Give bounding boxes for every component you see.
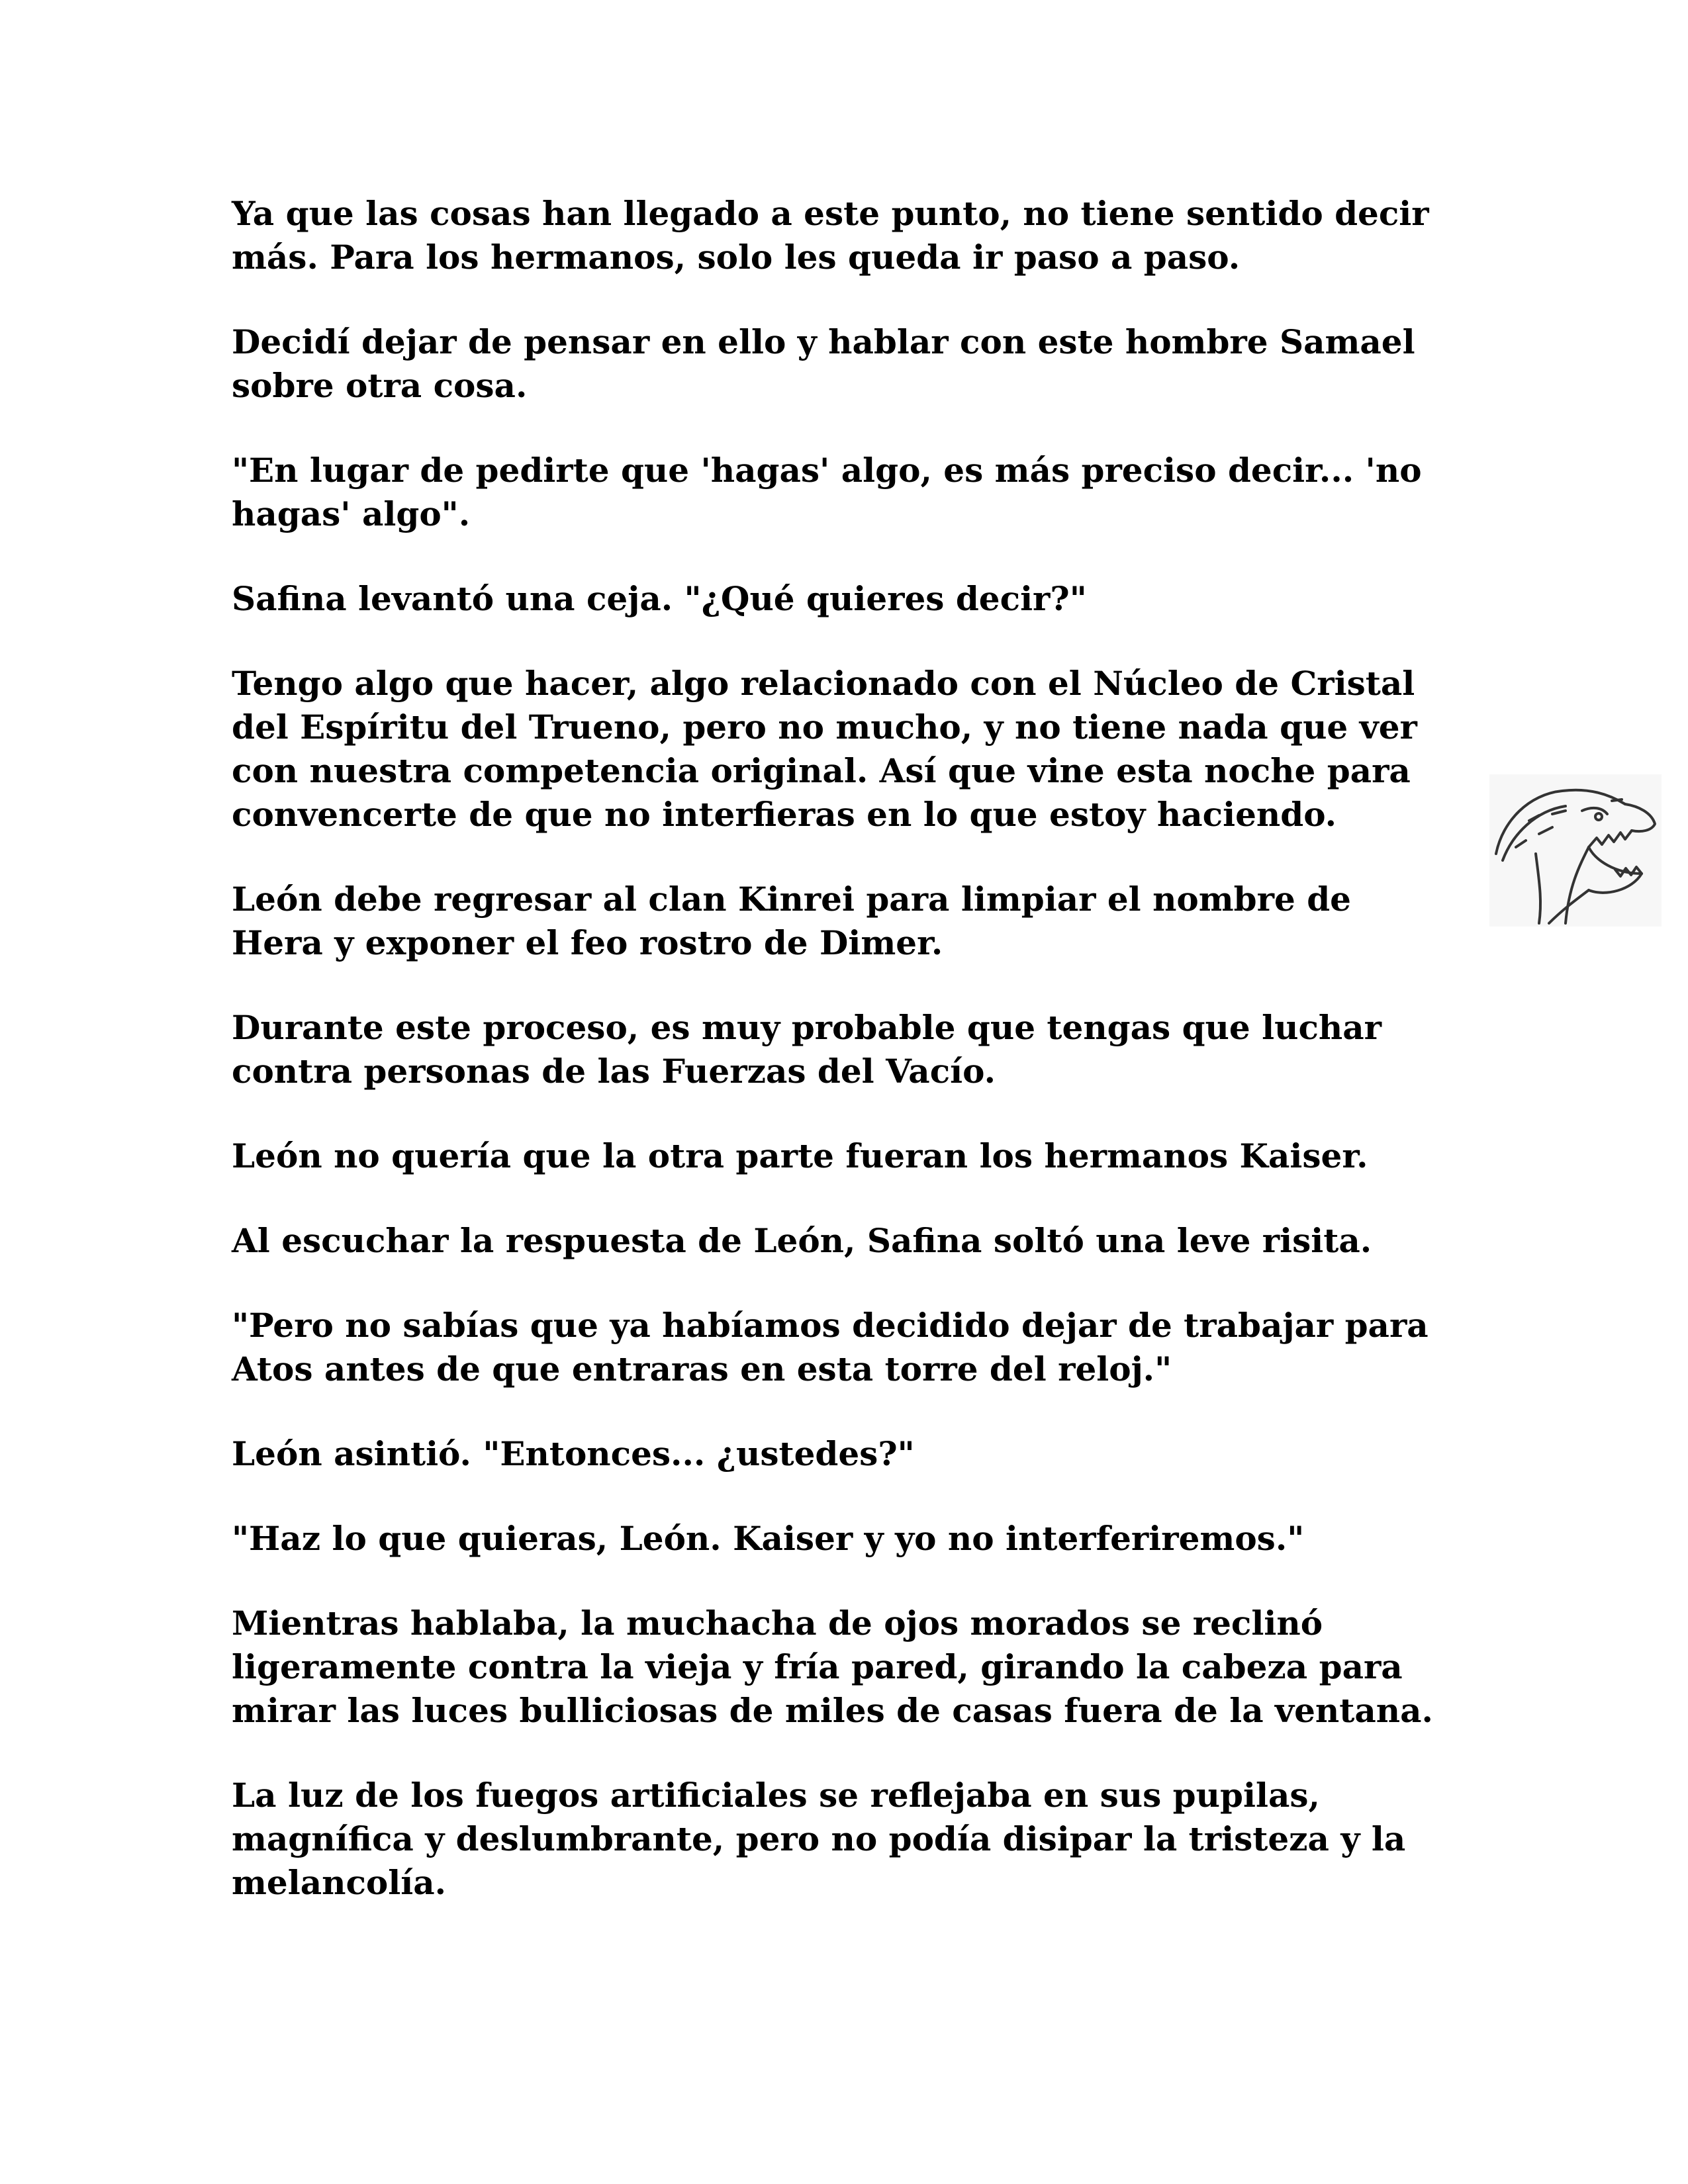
paragraph-12: "Haz lo que quieras, León. Kaiser y yo no interferiremos." [232, 1519, 1305, 1558]
paragraph-11: León asintió. "Entonces... ¿ustedes?" [232, 1434, 915, 1473]
paragraph-10: "Pero no sabías que ya habíamos decidido dejar de trabajar para Atos antes de que entraras en esta torre del reloj." [232, 1306, 1429, 1388]
paragraph-4: Safina levantó una ceja. "¿Qué quieres decir?" [232, 579, 1087, 618]
paragraph-1: Ya que las cosas han llegado a este punto, no tiene sentido decir más. Para los hermanos, solo les queda ir paso a paso. [232, 194, 1429, 277]
paragraph-6: León debe regresar al clan Kinrei para limpiar el nombre de Hera y exponer el feo rostro de Dimer. [232, 880, 1351, 962]
paragraph-3: "En lugar de pedirte que 'hagas' algo, es más preciso decir... 'no hagas' algo". [232, 451, 1422, 533]
paragraph-2: Decidí dejar de pensar en ello y hablar con este hombre Samael sobre otra cosa. [232, 322, 1415, 405]
dinosaur-head-sketch-icon [1489, 774, 1662, 927]
paragraph-14: La luz de los fuegos artificiales se reflejaba en sus pupilas, magnífica y deslumbrante, pero no podía disipar la tristeza y la melancolía. [232, 1776, 1406, 1902]
paragraph-7: Durante este proceso, es muy probable que tengas que luchar contra personas de las Fuerzas del Vacío. [232, 1008, 1382, 1091]
paragraph-8: León no quería que la otra parte fueran los hermanos Kaiser. [232, 1136, 1368, 1175]
paragraph-9: Al escuchar la respuesta de León, Safina soltó una leve risita. [232, 1221, 1372, 1260]
paragraph-13: Mientras hablaba, la muchacha de ojos morados se reclinó ligeramente contra la vieja y fría pared, girando la cabeza para mirar las luces bulliciosas de miles de casas fuera de la ventana. [232, 1604, 1433, 1730]
story-text [232, 192, 1443, 1946]
paragraph-5: Tengo algo que hacer, algo relacionado con el Núcleo de Cristal del Espíritu del Trueno, pero no mucho, y no tiene nada que ver con nuestra competencia original. Así que vine esta noche para convencerte de que no interfieras en lo que estoy haciendo. [232, 664, 1417, 834]
